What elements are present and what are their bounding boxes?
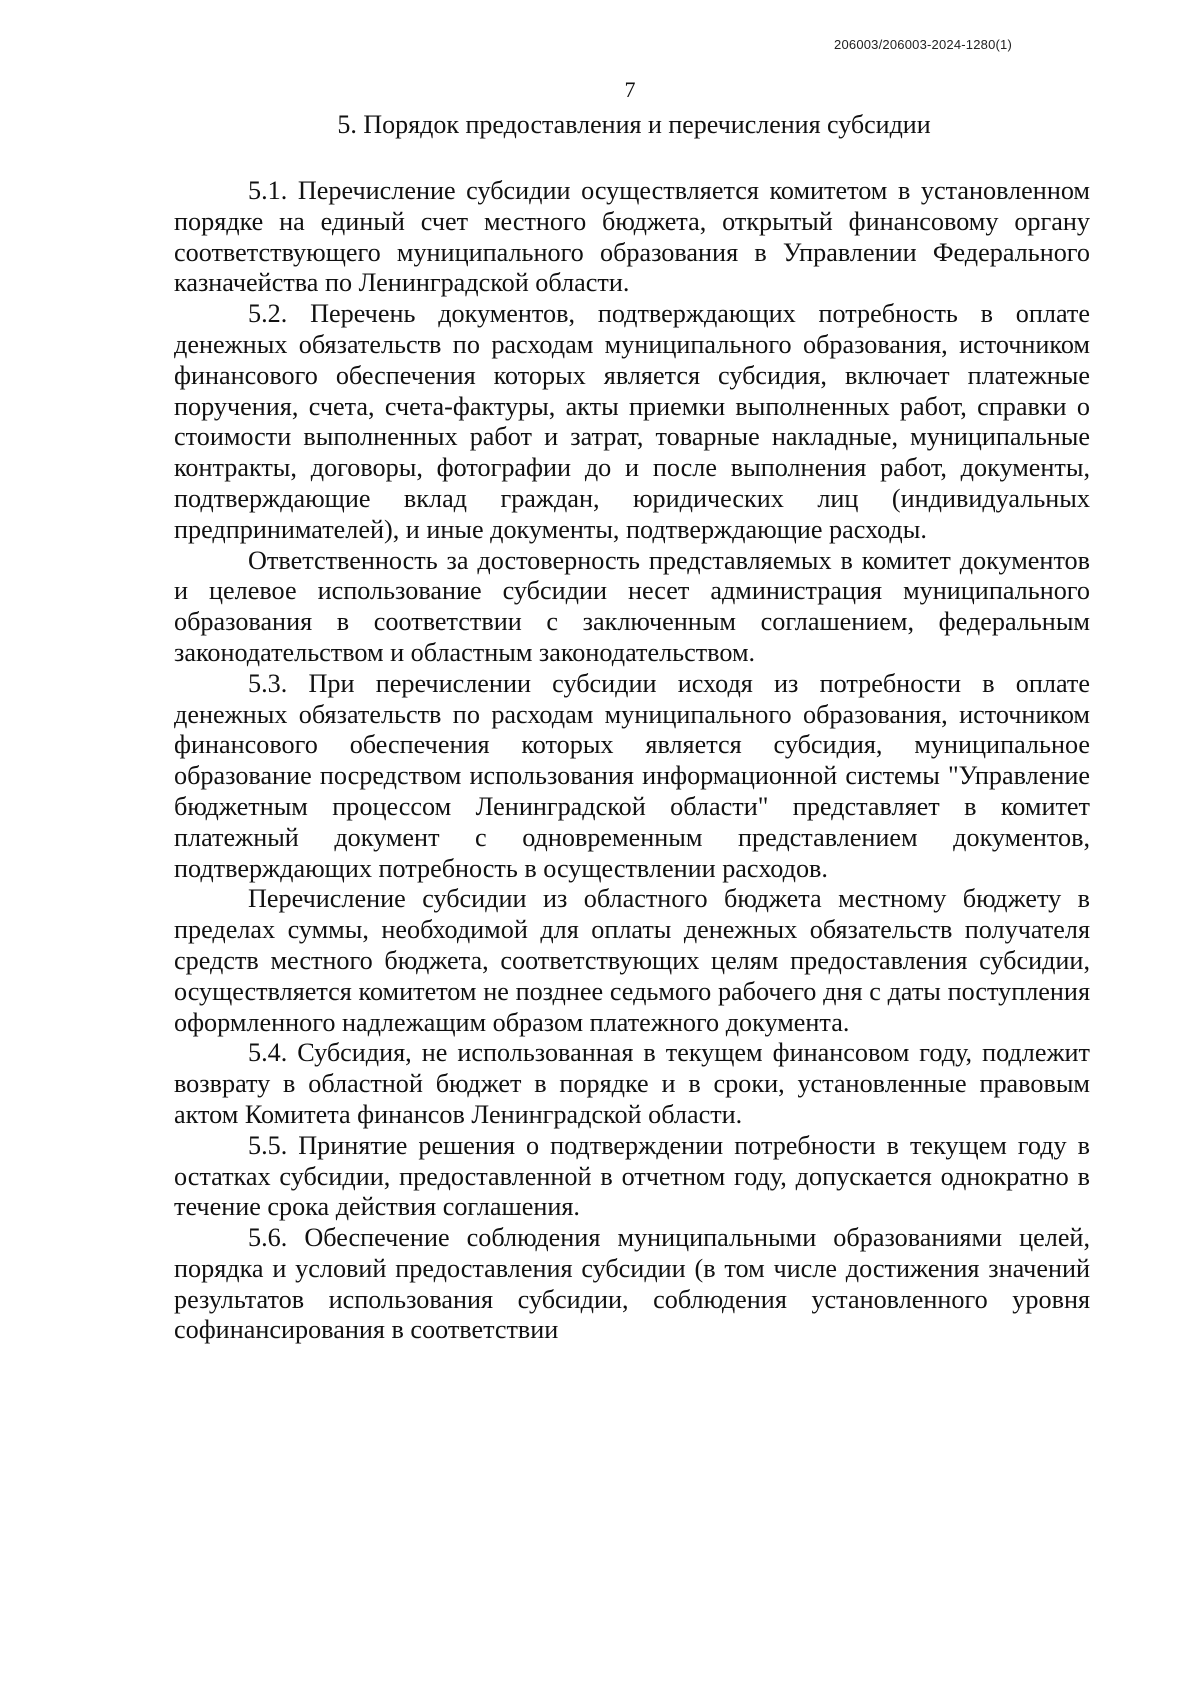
paragraph-5-2: 5.2. Перечень документов, подтверждающих потребность в оплате денежных обязательств по расходам муниципального образования, источником финансового обеспечения которых является субсидия, включает платежные поручения, счета, счета-фактуры, акты приемки выполненных работ, справки о стоимости выполненных работ и затрат, товарные накладные, муниципальные контракты, договоры, фотографии до и после выполнения работ, документы, подтверждающие вклад граждан, юридических лиц (индивидуальных предпринимателей), и иные документы, подтверждающие расходы. (174, 299, 1090, 544)
paragraph-5-4: 5.4. Субсидия, не использованная в текущем финансовом году, подлежит возврату в областной бюджет в порядке и в сроки, установленные правовым актом Комитета финансов Ленинградской области. (174, 1038, 1090, 1129)
paragraph-5-5: 5.5. Принятие решения о подтверждении потребности в текущем году в остатках субсидии, предоставленной в отчетном году, допускается однократно в течение срока действия соглашения. (174, 1130, 1090, 1222)
page-number: 7 (624, 77, 636, 102)
section-title: 5. Порядок предоставления и перечисления субсидии (337, 110, 931, 139)
document-registration-number: 206003/206003-2024-1280(1) (834, 37, 1012, 52)
paragraph-responsibility: Ответственность за достоверность представляемых в комитет документов и целевое использование субсидии несет администрация муниципального образования в соответствии с заключенным соглашением, федеральным законодательством и областным законодательством. (174, 545, 1090, 667)
paragraph-5-3: 5.3. При перечислении субсидии исходя из потребности в оплате денежных обязательств по расходам муниципального образования, источником финансового обеспечения которых является субсидия, муниципальное образование посредством использования информационной системы "Управление бюджетным процессом Ленинградской области" представляет в комитет платежный документ с одновременным представлением документов, подтверждающих потребность в осуществлении расходов. (174, 668, 1090, 883)
paragraph-transfer: Перечисление субсидии из областного бюджета местному бюджету в пределах суммы, необходимой для оплаты денежных обязательств получателя средств местного бюджета, соответствующих целям предоставления субсидии, осуществляется комитетом не позднее седьмого рабочего дня с даты поступления оформленного надлежащим образом платежного документа. (174, 884, 1090, 1037)
document-body (174, 176, 1090, 1346)
paragraph-5-1: 5.1. Перечисление субсидии осуществляется комитетом в установленном порядке на единый счет местного бюджета, открытый финансовому органу соответствующего муниципального образования в Управлении Федерального казначейства по Ленинградской области. (174, 176, 1090, 298)
paragraph-5-6: 5.6. Обеспечение соблюдения муниципальными образованиями целей, порядка и условий предоставления субсидии (в том числе достижения значений результатов использования субсидии, соблюдения установленного уровня софинансирования в соответствии (174, 1223, 1090, 1345)
